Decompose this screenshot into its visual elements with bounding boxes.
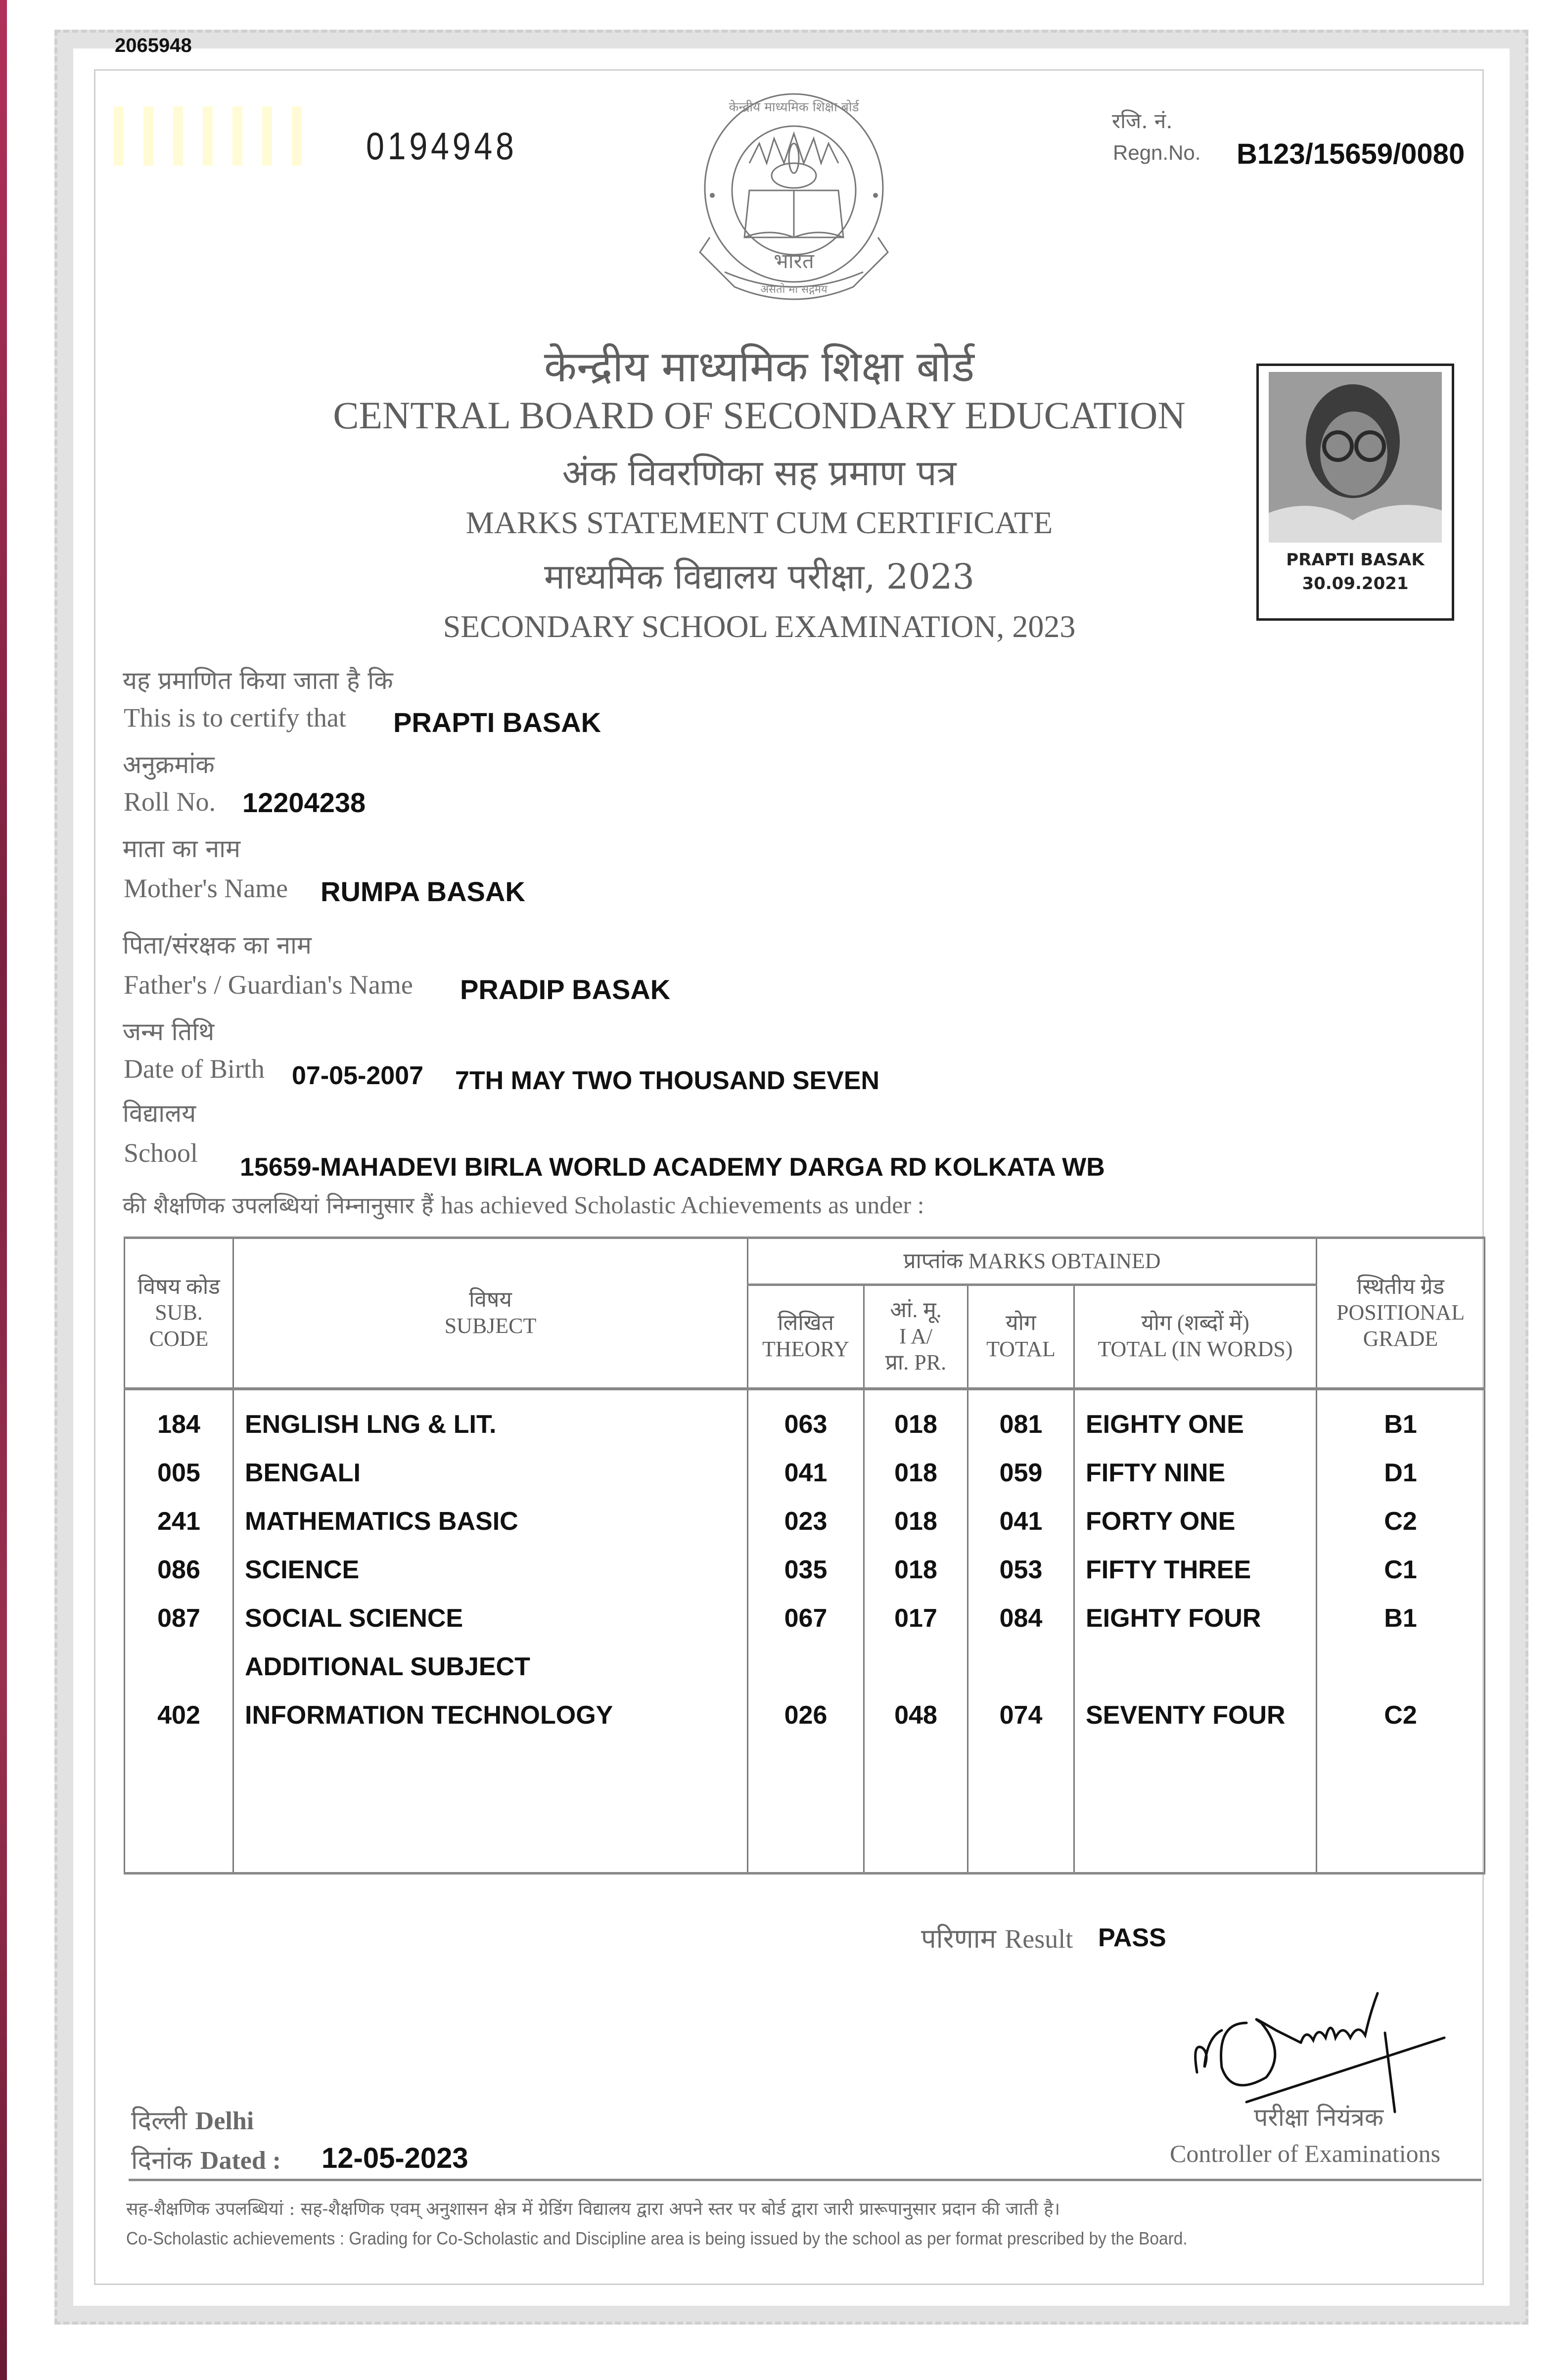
dated-label (131, 2142, 281, 2177)
regn-label-hi: रजि. नं. (1112, 109, 1173, 133)
header-sub-code: विषय कोड SUB. CODE (125, 1238, 233, 1389)
dated-label-hi: दिनांक (131, 2146, 192, 2175)
dob-value: 07-05-2007 (292, 1061, 423, 1090)
cell-total-words: SEVENTY FOUR (1086, 1700, 1286, 1730)
header-subject: विषय SUBJECT (233, 1238, 748, 1389)
cell-theory: 035 (784, 1555, 828, 1584)
cell-code: 184 (157, 1410, 200, 1439)
result-value: PASS (1098, 1923, 1166, 1952)
seal-ribbon-text: असतो मा सद्गमय (760, 283, 828, 296)
cell-total-words: EIGHTY ONE (1086, 1410, 1244, 1439)
dob-words: 7TH MAY TWO THOUSAND SEVEN (455, 1066, 880, 1095)
mother-label: Mother's Name (124, 873, 288, 903)
cell-total: 081 (999, 1410, 1043, 1439)
cell-ia-pr: 048 (894, 1700, 937, 1730)
footer-divider (129, 2179, 1481, 2181)
cell-subject: SCIENCE (245, 1555, 360, 1584)
cell-total: 074 (999, 1700, 1043, 1730)
photo-caption-date: 30.09.2021 (1302, 574, 1409, 594)
achievements-intro-hi: की शैक्षणिक उपलब्धियां निम्नानुसार हैं (123, 1192, 434, 1219)
cell-total-words: FIFTY THREE (1086, 1555, 1251, 1584)
mother-label-hi: माता का नाम (123, 834, 241, 863)
seal-center-text: भारत (774, 249, 814, 273)
certify-label: This is to certify that (124, 703, 346, 732)
achievements-intro-en: has achieved Scholastic Achievements as under : (441, 1191, 924, 1219)
co-scholastic-note-en: Co-Scholastic achievements : Grading for Co-Scholastic and Discipline area is being issued by the school as per format prescribed by the Board. (126, 2228, 1188, 2248)
cell-grade: C2 (1384, 1507, 1417, 1536)
co-scholastic-note-hi: सह-शैक्षणिक उपलब्धियां : सह-शैक्षणिक एवम् अनुशासन क्षेत्र में ग्रेडिंग विद्यालय द्वारा अपने स्तर पर बोर्ड द्वारा जारी प्रारूपानुसार प्रदान की जाती है। (126, 2199, 1060, 2219)
header-total-words: योग (शब्दों में) TOTAL (IN WORDS) (1074, 1285, 1317, 1389)
place-en: Delhi (195, 2107, 254, 2135)
doc-type-en: MARKS STATEMENT CUM CERTIFICATE (465, 505, 1053, 540)
school-label-hi: विद्यालय (123, 1099, 196, 1128)
mother-name: RUMPA BASAK (321, 876, 525, 907)
cell-code: 087 (157, 1603, 200, 1633)
father-label: Father's / Guardian's Name (124, 970, 413, 1000)
cell-theory: 067 (784, 1603, 828, 1633)
place-hi: दिल्ली (131, 2106, 187, 2136)
col-total-words (1074, 1389, 1317, 1874)
regn-label: Regn.No. (1113, 141, 1201, 164)
result-label-hi: परिणाम (921, 1923, 997, 1954)
header-grade: स्थितीय ग्रेड POSITIONAL GRADE (1317, 1238, 1485, 1389)
cell-ia-pr: 018 (894, 1555, 937, 1584)
regn-number: B123/15659/0080 (1237, 138, 1465, 170)
cell-theory: 026 (784, 1700, 828, 1730)
board-title-hi: केन्द्रीय माध्यमिक शिक्षा बोर्ड (544, 342, 975, 392)
candidate-photo (1256, 364, 1454, 621)
dob-label: Date of Birth (124, 1054, 265, 1084)
cell-theory: 041 (784, 1458, 828, 1487)
cell-code: 086 (157, 1555, 200, 1584)
cell-ia-pr: 018 (894, 1458, 937, 1487)
father-name: PRADIP BASAK (460, 974, 671, 1005)
col-theory (748, 1389, 864, 1874)
cell-total-words: EIGHTY FOUR (1086, 1603, 1261, 1633)
additional-subject-label: ADDITIONAL SUBJECT (245, 1652, 530, 1681)
controller-title-en: Controller of Examinations (1170, 2140, 1441, 2167)
candidate-name: PRAPTI BASAK (393, 707, 601, 738)
controller-title-hi: परीक्षा नियंत्रक (1254, 2103, 1384, 2132)
board-title-en: CENTRAL BOARD OF SECONDARY EDUCATION (333, 394, 1186, 437)
photo-image (1269, 372, 1442, 543)
col-ia-pr (864, 1389, 968, 1874)
cell-theory: 023 (784, 1507, 828, 1536)
cell-subject: SOCIAL SCIENCE (245, 1603, 463, 1633)
photo-caption-name: PRAPTI BASAK (1286, 550, 1425, 570)
cell-total: 084 (999, 1603, 1043, 1633)
cell-grade: C2 (1384, 1700, 1417, 1730)
header-ia-pr: आं. मू. I A/ प्रा. PR. (864, 1285, 968, 1389)
marks-table (124, 1236, 1485, 1875)
cell-grade: C1 (1384, 1555, 1417, 1584)
serial-number: 0194948 (366, 124, 517, 168)
roll-label: Roll No. (124, 787, 216, 817)
cell-ia-pr: 017 (894, 1603, 937, 1633)
page-edge-strip (0, 0, 7, 2380)
result-label-en: Result (1005, 1924, 1073, 1954)
dated-label-en: Dated : (200, 2147, 281, 2175)
cell-code: 005 (157, 1458, 200, 1487)
father-label-hi: पिता/संरक्षक का नाम (123, 931, 312, 960)
col-total (968, 1389, 1074, 1874)
cell-theory: 063 (784, 1410, 828, 1439)
cell-grade: B1 (1384, 1410, 1417, 1439)
roll-number: 12204238 (242, 787, 366, 818)
cell-subject: ENGLISH LNG & LIT. (245, 1410, 497, 1439)
header-theory: लिखित THEORY (748, 1285, 864, 1389)
cbse-seal-logo (690, 89, 898, 317)
roll-label-hi: अनुक्रमांक (123, 750, 215, 779)
security-print-mark (114, 106, 302, 166)
achievements-intro (123, 1190, 924, 1220)
school-name: 15659-MAHADEVI BIRLA WORLD ACADEMY DARGA RD KOLKATA WB (240, 1153, 1105, 1182)
cell-subject: INFORMATION TECHNOLOGY (245, 1700, 613, 1730)
cell-subject: MATHEMATICS BASIC (245, 1507, 518, 1536)
cell-total-words: FIFTY NINE (1086, 1458, 1226, 1487)
document-id: 2065948 (115, 35, 192, 56)
cell-ia-pr: 018 (894, 1507, 937, 1536)
cell-grade: D1 (1384, 1458, 1417, 1487)
cell-code: 402 (157, 1700, 200, 1730)
school-label: School (124, 1138, 198, 1168)
issue-date: 12-05-2023 (322, 2142, 468, 2174)
issue-place (131, 2102, 254, 2137)
cell-subject: BENGALI (245, 1458, 361, 1487)
col-subject (233, 1389, 748, 1874)
dob-label-hi: जन्म तिथि (123, 1017, 215, 1046)
cell-grade: B1 (1384, 1603, 1417, 1633)
doc-type-hi: अंक विवरणिका सह प्रमाण पत्र (562, 452, 957, 494)
col-grade (1317, 1389, 1485, 1874)
cell-code: 241 (157, 1507, 200, 1536)
cell-total: 053 (999, 1555, 1043, 1584)
seal-ring-text: केन्द्रीय माध्यमिक शिक्षा बोर्ड (729, 100, 859, 115)
cell-ia-pr: 018 (894, 1410, 937, 1439)
header-total: योग TOTAL (968, 1285, 1074, 1389)
col-code (125, 1389, 233, 1874)
header-marks-obtained: प्राप्तांक MARKS OBTAINED (748, 1238, 1317, 1285)
certify-label-hi: यह प्रमाणित किया जाता है कि (123, 666, 393, 695)
cell-total: 041 (999, 1507, 1043, 1536)
exam-title-en: SECONDARY SCHOOL EXAMINATION, 2023 (443, 609, 1076, 644)
cell-total-words: FORTY ONE (1086, 1507, 1236, 1536)
result-label (921, 1919, 1073, 1956)
cell-total: 059 (999, 1458, 1043, 1487)
exam-title-hi: माध्यमिक विद्यालय परीक्षा, 2023 (544, 556, 974, 597)
